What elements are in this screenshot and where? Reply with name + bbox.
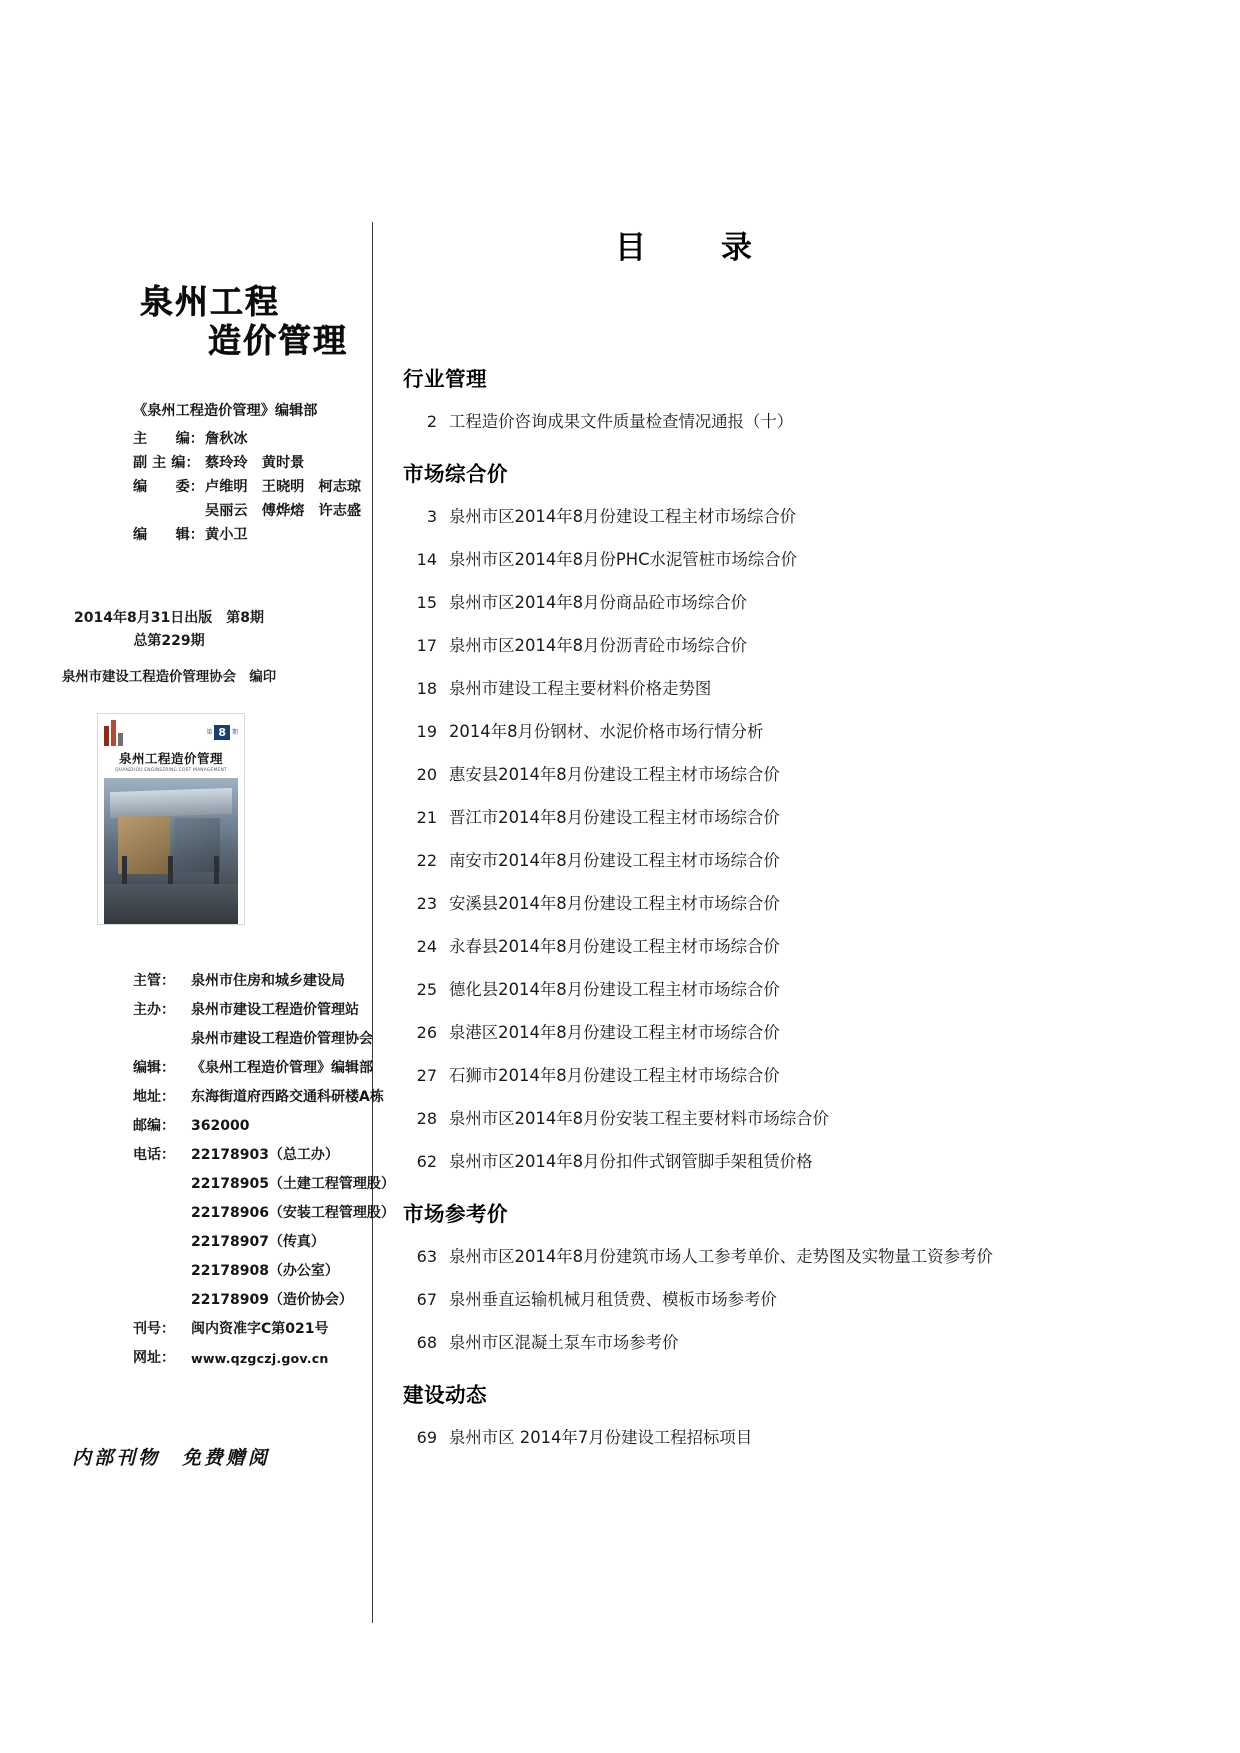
toc-page-number: 68 [416,1333,437,1352]
contact-label [133,1170,191,1199]
toc-entry[interactable] [403,1416,1240,1459]
publication-issue: 总第229期 [133,632,205,649]
toc-entry-title: 安溪县2014年8月份建设工程主材市场综合价 [449,894,780,913]
cover-issue-label: 期 [231,729,238,737]
toc-entry[interactable] [403,1097,1240,1140]
publication-printer: 泉州市建设工程造价管理协会 编印 [61,669,277,685]
table-of-contents-column [373,0,1240,1753]
toc-entry[interactable] [403,839,1240,882]
staff-row [133,475,372,499]
toc-entry[interactable] [403,538,1240,581]
toc-entry[interactable] [403,796,1240,839]
contact-value: 22178903（总工办） [191,1146,339,1163]
toc-page-number: 3 [426,507,437,526]
toc-entry[interactable] [403,1235,1240,1278]
staff-names: 黄小卫 [205,526,248,543]
toc-page-number: 24 [416,937,437,956]
cover-subtitle: QUANZHOU ENGINEERING COST MANAGEMENT [115,767,227,773]
toc-entry[interactable] [403,710,1240,753]
contact-label [133,1257,191,1286]
contact-row [133,1054,372,1083]
toc-entry[interactable] [403,400,1240,443]
contact-row [133,996,372,1025]
cover-thumbnail-wrap [0,713,372,925]
contact-label [133,1286,191,1315]
staff-role: 编 委： [133,478,204,495]
toc-page-number: 18 [416,679,437,698]
staff-role [133,499,205,523]
cover-issue-number: 8 [214,725,230,740]
toc-page-number: 2 [426,412,437,431]
toc-entry[interactable] [403,1321,1240,1364]
toc-entry-title: 2014年8月份钢材、水泥价格市场行情分析 [449,722,764,741]
contact-row [133,1141,372,1170]
contact-row [133,1315,372,1344]
masthead [0,283,372,361]
toc-entry-title: 泉州市区2014年8月份安装工程主要材料市场综合价 [449,1109,829,1128]
editorial-department: 《泉州工程造价管理》编辑部 [133,402,318,419]
toc-entry[interactable] [403,968,1240,1011]
contact-label: 主管： [133,972,175,989]
cover-issue-prefix: 第 [206,729,213,737]
contact-value: 22178909（造价协会） [191,1291,353,1308]
footer-note [0,1443,372,1470]
toc-entry[interactable] [403,753,1240,796]
toc-entry-title: 泉州市区混凝土泵车市场参考价 [449,1333,679,1352]
toc-entry-title: 泉州市区2014年8月份沥青砼市场综合价 [449,636,747,655]
website-url[interactable]: www.qzgczj.gov.cn [191,1350,329,1366]
cover-issue-badge [206,725,238,740]
toc-entry-title: 泉州市区2014年8月份建筑市场人工参考单价、走势图及实物量工资参考价 [449,1247,993,1266]
staff-names: 吴丽云 傅烨熔 许志盛 [205,502,362,519]
toc-page-number: 26 [416,1023,437,1042]
toc-entry-title: 泉州市区2014年8月份建设工程主材市场综合价 [449,507,797,526]
toc-entry[interactable] [403,1278,1240,1321]
contact-value: 22178906（安装工程管理股） [191,1204,395,1221]
toc-entry[interactable] [403,495,1240,538]
contact-value: 闽内资准字C第021号 [191,1320,329,1337]
toc-page-number: 15 [416,593,437,612]
contact-label: 网址： [133,1349,175,1366]
toc-entry-title: 泉州市建设工程主要材料价格走势图 [449,679,712,698]
toc-page-number: 17 [416,636,437,655]
footer-note-right: 免费赠阅 [181,1446,270,1469]
cover-photo [104,778,238,925]
toc-section-heading: 市场综合价 [403,462,508,486]
contact-row-website [133,1344,372,1373]
toc-page-number: 22 [416,851,437,870]
editorial-staff [0,399,372,547]
toc-entry-title: 石狮市2014年8月份建设工程主材市场综合价 [449,1066,780,1085]
toc-entry[interactable] [403,925,1240,968]
toc-entry-title: 南安市2014年8月份建设工程主材市场综合价 [449,851,780,870]
contact-row [133,1286,372,1315]
publisher-logo-icon [104,720,138,746]
toc-entry-title: 泉港区2014年8月份建设工程主材市场综合价 [449,1023,780,1042]
contact-row [133,1083,384,1112]
contact-value: 362000 [191,1117,250,1134]
contact-label: 刊号： [133,1320,175,1337]
staff-role: 副 主 编： [133,454,200,471]
toc-entry-title: 泉州市区2014年8月份扣件式钢管脚手架租赁价格 [449,1152,813,1171]
toc-entry-title: 工程造价咨询成果文件质量检查情况通报（十） [449,412,794,431]
cover-thumbnail [97,713,245,925]
contact-row [133,967,372,996]
toc-entry[interactable] [403,624,1240,667]
toc-entry-title: 德化县2014年8月份建设工程主材市场综合价 [449,980,780,999]
contact-value: 泉州市住房和城乡建设局 [191,972,345,989]
masthead-line-2: 造价管理 [208,320,348,360]
toc-page-number: 67 [416,1290,437,1309]
page-title: 目 录 [615,230,774,266]
contact-value: 东海街道府西路交通科研楼A栋 [191,1088,384,1105]
staff-row [133,499,372,523]
contact-value: 泉州市建设工程造价管理站 [191,1001,359,1018]
contact-value: 22178905（土建工程管理股） [191,1175,395,1192]
toc-entry-title: 泉州垂直运输机械月租赁费、模板市场参考价 [449,1290,777,1309]
contact-row [133,1199,395,1228]
staff-role: 主 编： [133,430,204,447]
toc-entry-title: 晋江市2014年8月份建设工程主材市场综合价 [449,808,780,827]
toc-page-number: 23 [416,894,437,913]
contact-value: 22178907（传真） [191,1233,325,1250]
toc-page-number: 62 [416,1152,437,1171]
toc-body [391,362,1240,1459]
contact-label [133,1025,191,1054]
footer-note-left: 内部刊物 [72,1446,161,1469]
toc-entry[interactable] [403,1140,1240,1183]
toc-entry[interactable] [403,1011,1240,1054]
toc-page-number: 69 [416,1428,437,1447]
toc-page-number: 20 [416,765,437,784]
toc-entry-title: 惠安县2014年8月份建设工程主材市场综合价 [449,765,780,784]
contact-label: 编辑： [133,1059,175,1076]
contact-value: 22178908（办公室） [191,1262,339,1279]
cover-header [98,714,244,748]
contact-row [133,1025,372,1054]
contact-label: 电话： [133,1146,175,1163]
toc-page-number: 63 [416,1247,437,1266]
toc-page-number: 28 [416,1109,437,1128]
contact-value: 《泉州工程造价管理》编辑部 [191,1059,373,1076]
toc-entry-title: 永春县2014年8月份建设工程主材市场综合价 [449,937,780,956]
contact-row [133,1112,372,1141]
staff-names: 卢维明 王晓明 柯志琼 [205,478,362,495]
toc-entry[interactable] [403,581,1240,624]
masthead-line-1: 泉州工程 [140,282,280,321]
contact-row [133,1170,395,1199]
toc-entry-title: 泉州市区2014年8月份PHC水泥管桩市场综合价 [449,550,798,569]
toc-entry-title: 泉州市区 2014年7月份建设工程招标项目 [449,1428,753,1447]
contact-row [133,1257,372,1286]
publication-info [0,607,372,689]
staff-role: 编 辑： [133,526,204,543]
toc-page-number: 19 [416,722,437,741]
toc-page-number: 27 [416,1066,437,1085]
staff-row [133,427,372,451]
staff-names: 詹秋冰 [205,430,248,447]
toc-entry[interactable] [403,667,1240,710]
contact-label [133,1228,191,1257]
contact-info [0,967,395,1373]
contact-row [133,1228,372,1257]
toc-page-number: 21 [416,808,437,827]
toc-entry[interactable] [403,1054,1240,1097]
toc-section-heading: 市场参考价 [403,1202,508,1226]
staff-names: 蔡玲玲 黄时景 [205,454,305,471]
publication-date: 2014年8月31日出版 第8期 [74,609,264,626]
toc-page-number: 25 [416,980,437,999]
staff-row [133,451,372,475]
toc-page-number: 14 [416,550,437,569]
staff-row [133,523,372,547]
toc-entry-title: 泉州市区2014年8月份商品砼市场综合价 [449,593,747,612]
contact-label [133,1199,191,1228]
contact-label: 地址： [133,1088,175,1105]
colophon-column [0,0,395,1753]
toc-section-heading: 行业管理 [403,367,487,391]
cover-title: 泉州工程造价管理 [118,750,223,766]
contact-label: 主办： [133,1001,175,1018]
contact-value: 泉州市建设工程造价管理协会 [191,1030,373,1047]
toc-section-heading: 建设动态 [403,1383,487,1407]
contact-label: 邮编： [133,1117,175,1134]
toc-entry[interactable] [403,882,1240,925]
